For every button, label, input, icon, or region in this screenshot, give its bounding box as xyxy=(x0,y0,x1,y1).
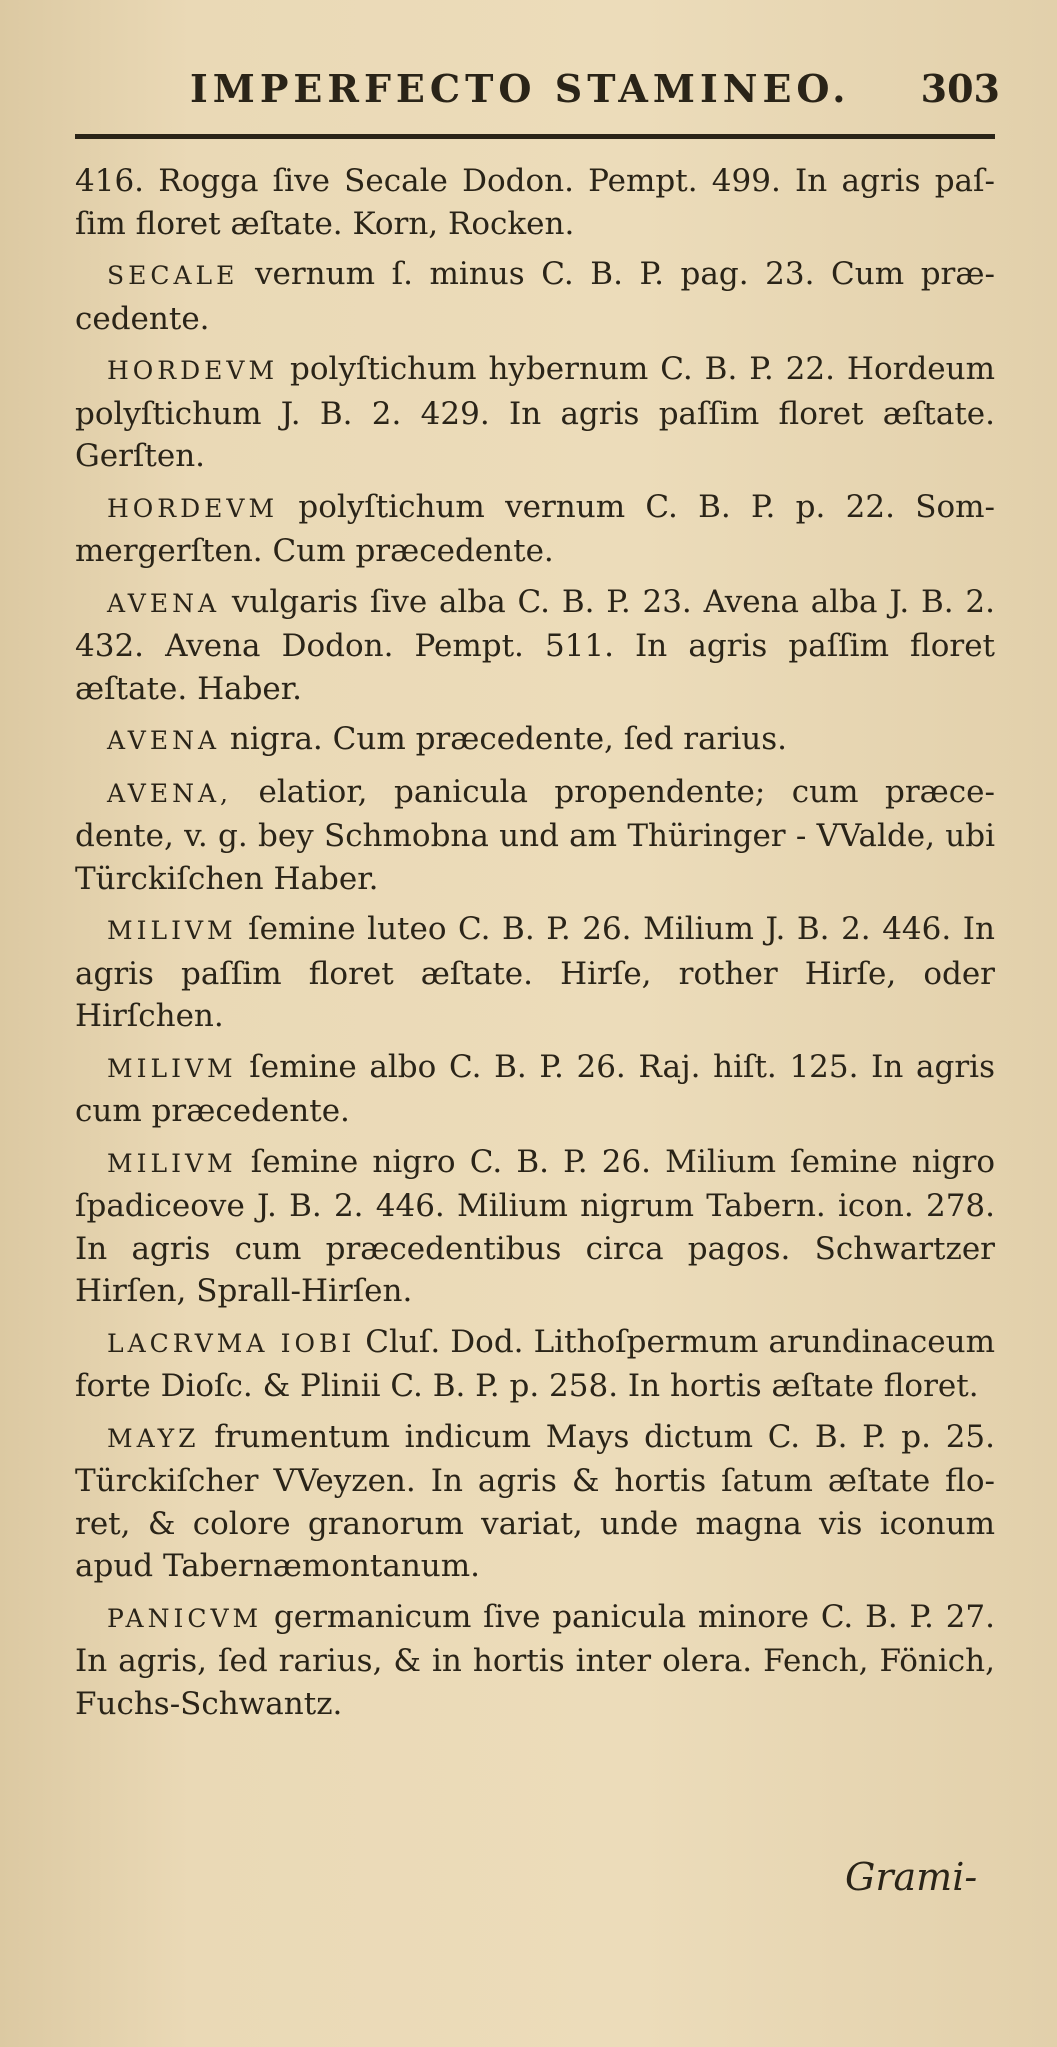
entry-hordeum-hybernum: HORDEVM polyſtichum hybernum C. B. P. 22. Hordeum polyſtichum J. B. 2. 429. In agris paſſim floret æſtate. Gerſten. xyxy=(75,351,995,474)
entry-panicum: PANICVM germanicum ſive panicula minore C. B. P. 27. In agris, ſed rarius, & in hortis inter olera. Fench, Fönich, Fuchs-Schwantz. xyxy=(75,1598,995,1722)
entry-secale: SECALE vernum ſ. minus C. B. P. pag. 23. Cum præcedente. xyxy=(75,256,995,337)
entry-avena-alba: AVENA vulgaris ſive alba C. B. P. 23. Avena alba J. B. 2. 432. Avena Dodon. Pempt. 511. In agris paſſim floret æſtate. Haber. xyxy=(75,583,995,707)
entry-lacryma-iobi: LACRVMA IOBI Cluſ. Dod. Lithoſpermum arundinaceum forte Dioſc. & Plinii C. B. P. p. 258. In hortis æſtate floret. xyxy=(75,1323,995,1404)
entry-hordeum-vernum: HORDEVM polyſtichum vernum C. B. P. p. 22. Sommergerſten. Cum præcedente. xyxy=(75,488,995,569)
entry-416: 416. Rogga ſive Secale Dodon. Pempt. 499. In agris paſſim floret æſtate. Korn, Rocken. xyxy=(75,163,995,242)
body-text xyxy=(75,160,995,1733)
catchword: Grami- xyxy=(845,1855,978,1899)
page-header xyxy=(190,66,1000,126)
running-title: IMPERFECTO STAMINEO. xyxy=(190,66,851,111)
entry-milium-luteo: MILIVM ſemine luteo C. B. P. 26. Milium J. B. 2. 446. In agris paſſim floret æſtate. Hirſe, rother Hirſe, oder Hirſchen. xyxy=(75,911,995,1034)
header-rule xyxy=(75,134,995,139)
entry-avena-nigra: AVENA nigra. Cum præcedente, ſed rarius. xyxy=(107,721,788,757)
entry-milium-nigro: MILIVM ſemine nigro C. B. P. 26. Milium ſemine nigro ſpadiceove J. B. 2. 446. Milium nigrum Tabern. icon. 278. In agris cum præcedentibus circa pagos. Schwartzer Hirſen, Sprall-Hirſen. xyxy=(75,1143,995,1309)
entry-avena-elatior: AVENA, elatior, panicula propendente; cum præcedente, v. g. bey Schmobna und am Thüringer - VValde, ubi Türckiſchen Haber. xyxy=(75,773,995,897)
page-number: 303 xyxy=(920,66,1000,111)
entry-mayz: MAYZ frumentum indicum Mays dictum C. B. P. p. 25. Türckiſcher VVeyzen. In agris & hortis ſatum æſtate floret, & colore granorum variat, unde magna vis iconum apud Tabernæmontanum. xyxy=(75,1418,995,1584)
entry-milium-albo: MILIVM ſemine albo C. B. P. 26. Raj. hiſt. 125. In agris cum præcedente. xyxy=(75,1048,995,1129)
